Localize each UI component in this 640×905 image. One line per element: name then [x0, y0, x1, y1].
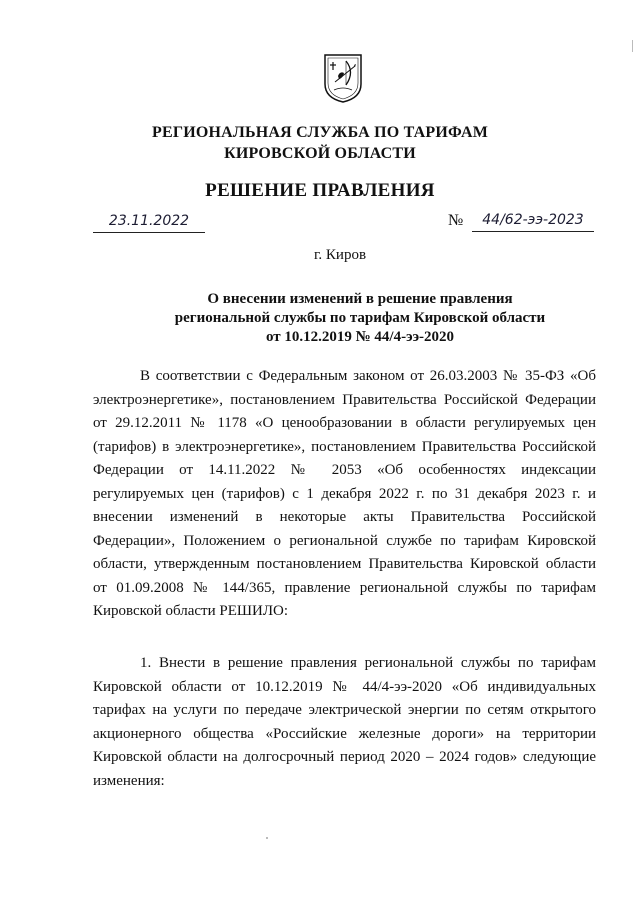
body-paragraph-preamble: В соответствии с Федеральным законом от 26.03.2003 № 35-ФЗ «Об электроэнергетике», постановлением Правительства Российской Федерации от 29.12.2011 № 1178 «О ценообразовании в области регулируемых цен (тарифов) в электроэнергетике», постановлением Правительства Российской Федерации от 14.11.2022 № 2053 «Об особенностях индексации регулируемых цен (тарифов) с 1 декабря 2022 г. по 31 декабря 2023 г. и внесении изменений в некоторые акты Правительства Российской Федерации», Положением о региональной службе по тарифам Кировской области, утвержденным постановлением Правительства Кировской области от 01.09.2008 № 144/365, правление региональной службы по тарифам Кировской области РЕШИЛО:: [93, 368, 596, 619]
body-paragraph-item-1: 1. Внести в решение правления региональной службы по тарифам Кировской области от 10.12.2019 № 44/4-ээ-2020 «Об индивидуальных тарифах на услуги по передаче электрической энергии по сетям открытого акционерного общества «Российские железные дороги» на территории Кировской области на долгосрочный период 2020 – 2024 годов» следующие изменения:: [93, 655, 596, 789]
subject-line3: от 10.12.2019 № 44/4-ээ-2020: [265, 329, 455, 345]
scan-speck: [266, 837, 268, 839]
number-field: [448, 212, 598, 232]
scan-mark: [632, 40, 637, 52]
kirov-coat-of-arms-icon: [322, 52, 364, 104]
document-type-title: РЕШЕНИЕ ПРАВЛЕНИЯ: [205, 180, 435, 201]
subject-heading: [0, 290, 640, 347]
city-label: г. Киров: [313, 247, 367, 263]
date-value: 23.11.2022: [108, 213, 190, 229]
number-sign: №: [448, 212, 464, 229]
org-name-line2: КИРОВСКОЙ ОБЛАСТИ: [224, 145, 416, 162]
date-field: [93, 212, 205, 233]
subject-line1: О внесении изменений в решение правления: [207, 291, 513, 307]
number-value: 44/62-ээ-2023: [472, 212, 594, 232]
subject-line2: региональной службы по тарифам Кировской области: [174, 310, 546, 326]
org-name-line1: РЕГИОНАЛЬНАЯ СЛУЖБА ПО ТАРИФАМ: [151, 124, 489, 141]
